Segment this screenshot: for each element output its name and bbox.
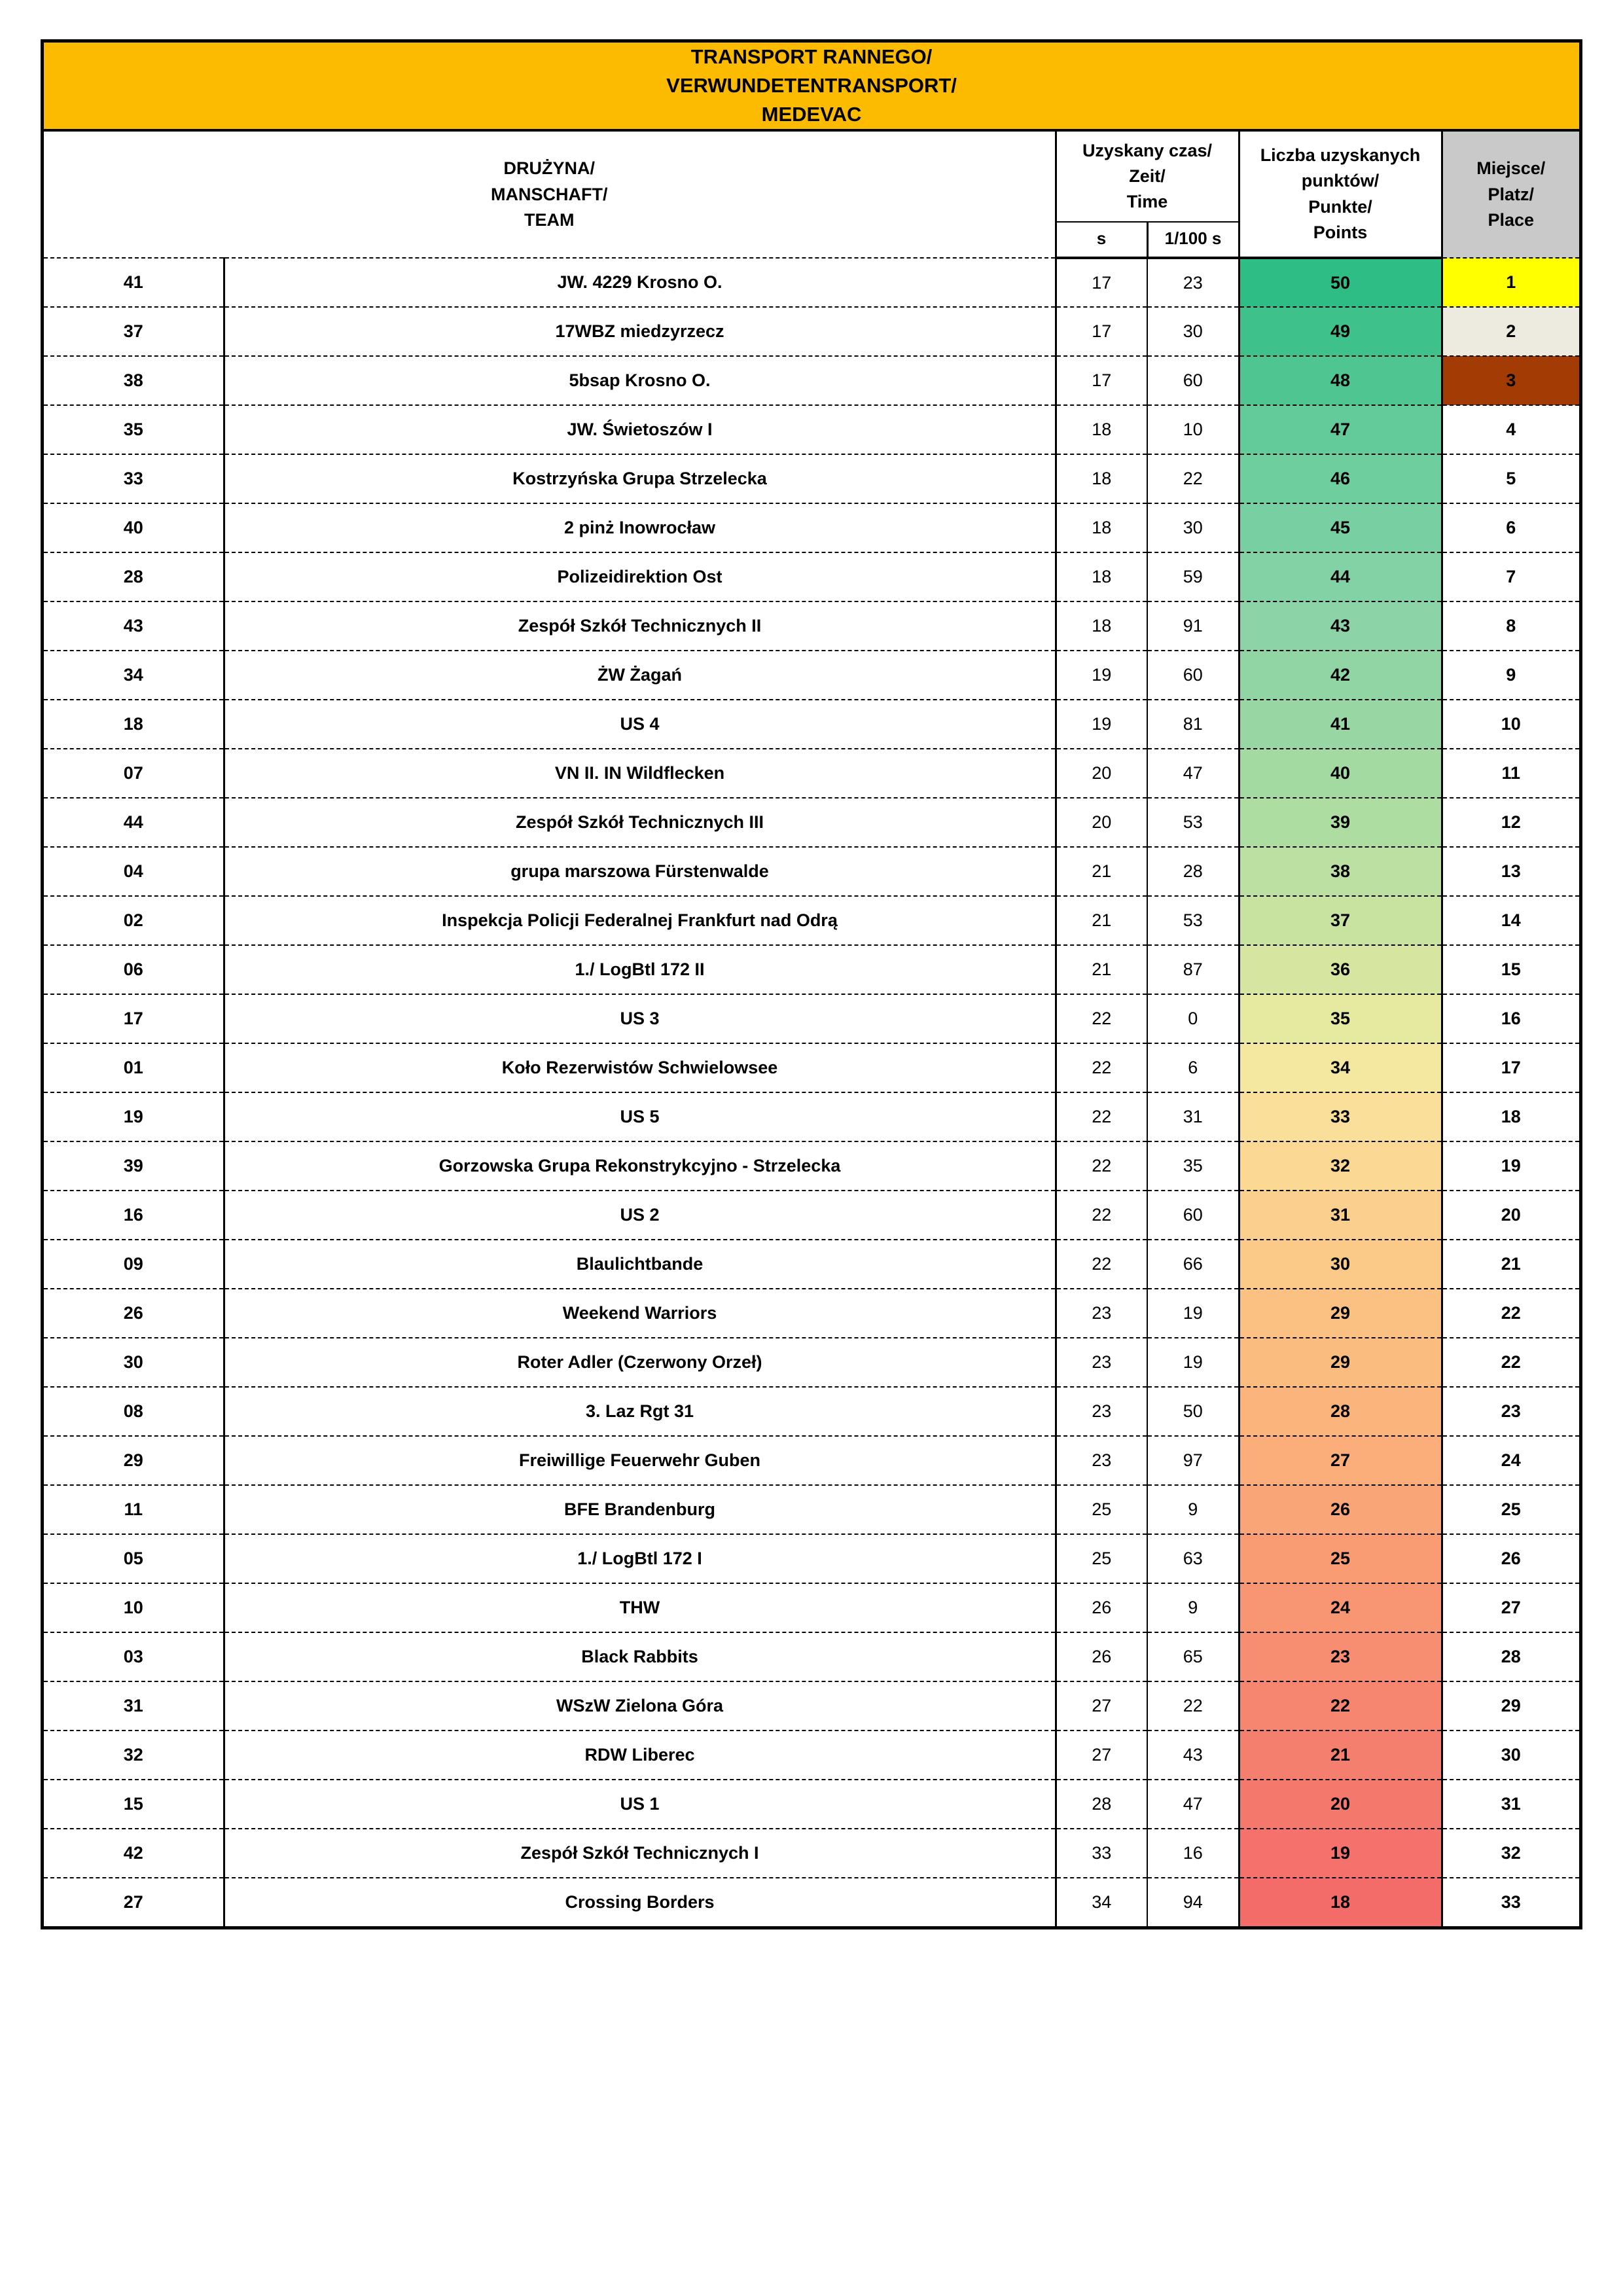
cell-time-seconds: 21	[1056, 847, 1147, 896]
column-header-team	[44, 130, 1056, 258]
cell-time-seconds: 18	[1056, 503, 1147, 552]
table-row	[44, 1289, 1579, 1338]
cell-time-seconds: 27	[1056, 1731, 1147, 1780]
cell-team-name: 1./ LogBtl 172 II	[224, 945, 1056, 994]
cell-points: 49	[1239, 307, 1442, 356]
cell-time-hundredths: 30	[1147, 503, 1239, 552]
cell-place: 26	[1442, 1534, 1579, 1583]
title-line-2: VERWUNDETENTRANSPORT/	[666, 74, 957, 98]
cell-time-seconds: 20	[1056, 749, 1147, 798]
cell-team-name: 3. Laz Rgt 31	[224, 1387, 1056, 1436]
cell-team-name: Kostrzyńska Grupa Strzelecka	[224, 454, 1056, 503]
cell-place: 22	[1442, 1338, 1579, 1387]
title-line-3: MEDEVAC	[761, 103, 862, 126]
table-row	[44, 258, 1579, 307]
column-header-place	[1442, 130, 1579, 258]
cell-points: 35	[1239, 994, 1442, 1043]
cell-team-number: 39	[44, 1141, 224, 1191]
column-header-seconds: s	[1056, 222, 1147, 258]
cell-points: 22	[1239, 1681, 1442, 1731]
cell-team-number: 33	[44, 454, 224, 503]
cell-time-seconds: 18	[1056, 405, 1147, 454]
cell-points: 39	[1239, 798, 1442, 847]
cell-team-number: 02	[44, 896, 224, 945]
cell-time-seconds: 19	[1056, 700, 1147, 749]
cell-place: 17	[1442, 1043, 1579, 1092]
cell-time-hundredths: 35	[1147, 1141, 1239, 1191]
cell-team-number: 16	[44, 1191, 224, 1240]
cell-team-number: 27	[44, 1878, 224, 1926]
table-row	[44, 749, 1579, 798]
cell-place: 15	[1442, 945, 1579, 994]
table-row	[44, 307, 1579, 356]
cell-place: 24	[1442, 1436, 1579, 1485]
cell-place: 28	[1442, 1632, 1579, 1681]
cell-team-name: 2 pinż Inowrocław	[224, 503, 1056, 552]
table-row	[44, 1829, 1579, 1878]
cell-time-seconds: 22	[1056, 1043, 1147, 1092]
cell-place: 8	[1442, 601, 1579, 651]
cell-place: 16	[1442, 994, 1579, 1043]
table-row	[44, 994, 1579, 1043]
header-row-main	[44, 130, 1579, 222]
points-header-line-4: Points	[1313, 222, 1368, 242]
cell-team-number: 17	[44, 994, 224, 1043]
cell-place: 18	[1442, 1092, 1579, 1141]
cell-time-seconds: 26	[1056, 1583, 1147, 1632]
cell-points: 21	[1239, 1731, 1442, 1780]
cell-time-hundredths: 30	[1147, 307, 1239, 356]
cell-team-name: US 4	[224, 700, 1056, 749]
cell-team-name: BFE Brandenburg	[224, 1485, 1056, 1534]
cell-time-hundredths: 94	[1147, 1878, 1239, 1926]
cell-time-hundredths: 23	[1147, 258, 1239, 307]
table-row	[44, 601, 1579, 651]
cell-time-hundredths: 22	[1147, 1681, 1239, 1731]
cell-team-name: Zespół Szkół Technicznych I	[224, 1829, 1056, 1878]
time-header-line-1: Uzyskany czas/	[1082, 141, 1213, 161]
cell-time-seconds: 17	[1056, 356, 1147, 405]
cell-points: 37	[1239, 896, 1442, 945]
cell-time-hundredths: 53	[1147, 896, 1239, 945]
points-header-line-1: Liczba uzyskanych	[1260, 145, 1421, 166]
team-header-line-1: DRUŻYNA/	[503, 158, 595, 179]
cell-team-number: 34	[44, 651, 224, 700]
cell-place: 30	[1442, 1731, 1579, 1780]
cell-points: 31	[1239, 1191, 1442, 1240]
table-row	[44, 651, 1579, 700]
cell-time-seconds: 22	[1056, 1191, 1147, 1240]
cell-team-name: JW. 4229 Krosno O.	[224, 258, 1056, 307]
cell-team-name: Blaulichtbande	[224, 1240, 1056, 1289]
cell-team-number: 44	[44, 798, 224, 847]
cell-time-hundredths: 0	[1147, 994, 1239, 1043]
cell-time-hundredths: 60	[1147, 651, 1239, 700]
table-row	[44, 1240, 1579, 1289]
cell-team-number: 26	[44, 1289, 224, 1338]
table-row	[44, 1731, 1579, 1780]
cell-points: 50	[1239, 258, 1442, 307]
cell-place: 11	[1442, 749, 1579, 798]
table-row	[44, 356, 1579, 405]
cell-place: 9	[1442, 651, 1579, 700]
table-row	[44, 1191, 1579, 1240]
cell-time-hundredths: 22	[1147, 454, 1239, 503]
cell-time-seconds: 17	[1056, 307, 1147, 356]
cell-time-seconds: 23	[1056, 1338, 1147, 1387]
cell-points: 27	[1239, 1436, 1442, 1485]
cell-team-number: 11	[44, 1485, 224, 1534]
cell-points: 44	[1239, 552, 1442, 601]
cell-team-name: Crossing Borders	[224, 1878, 1056, 1926]
table-row	[44, 454, 1579, 503]
cell-team-name: RDW Liberec	[224, 1731, 1056, 1780]
table-row	[44, 1436, 1579, 1485]
table-row	[44, 847, 1579, 896]
table-row	[44, 1583, 1579, 1632]
cell-points: 25	[1239, 1534, 1442, 1583]
cell-time-hundredths: 16	[1147, 1829, 1239, 1878]
cell-points: 38	[1239, 847, 1442, 896]
cell-time-seconds: 33	[1056, 1829, 1147, 1878]
cell-team-number: 43	[44, 601, 224, 651]
table-row	[44, 1632, 1579, 1681]
cell-place: 22	[1442, 1289, 1579, 1338]
cell-points: 48	[1239, 356, 1442, 405]
cell-time-hundredths: 81	[1147, 700, 1239, 749]
cell-team-name: Gorzowska Grupa Rekonstrykcyjno - Strzelecka	[224, 1141, 1056, 1191]
cell-team-name: THW	[224, 1583, 1056, 1632]
cell-points: 29	[1239, 1338, 1442, 1387]
team-header-line-2: MANSCHAFT/	[491, 184, 608, 204]
cell-points: 34	[1239, 1043, 1442, 1092]
cell-points: 28	[1239, 1387, 1442, 1436]
cell-time-hundredths: 10	[1147, 405, 1239, 454]
cell-time-hundredths: 63	[1147, 1534, 1239, 1583]
time-header-line-2: Zeit/	[1129, 166, 1166, 187]
cell-place: 19	[1442, 1141, 1579, 1191]
cell-team-name: US 2	[224, 1191, 1056, 1240]
cell-time-seconds: 25	[1056, 1485, 1147, 1534]
cell-points: 23	[1239, 1632, 1442, 1681]
points-header-line-2: punktów/	[1301, 171, 1380, 191]
cell-time-hundredths: 47	[1147, 1780, 1239, 1829]
cell-time-seconds: 26	[1056, 1632, 1147, 1681]
cell-points: 19	[1239, 1829, 1442, 1878]
cell-time-hundredths: 65	[1147, 1632, 1239, 1681]
cell-team-name: 1./ LogBtl 172 I	[224, 1534, 1056, 1583]
cell-place: 27	[1442, 1583, 1579, 1632]
cell-points: 18	[1239, 1878, 1442, 1926]
cell-time-hundredths: 97	[1147, 1436, 1239, 1485]
cell-points: 41	[1239, 700, 1442, 749]
table-row	[44, 1780, 1579, 1829]
table-row	[44, 798, 1579, 847]
cell-team-name: WSzW Zielona Góra	[224, 1681, 1056, 1731]
cell-points: 30	[1239, 1240, 1442, 1289]
cell-time-seconds: 28	[1056, 1780, 1147, 1829]
cell-points: 26	[1239, 1485, 1442, 1534]
cell-place: 10	[1442, 700, 1579, 749]
cell-points: 33	[1239, 1092, 1442, 1141]
cell-time-hundredths: 47	[1147, 749, 1239, 798]
cell-time-seconds: 25	[1056, 1534, 1147, 1583]
cell-team-name: Zespół Szkół Technicznych III	[224, 798, 1056, 847]
cell-time-hundredths: 31	[1147, 1092, 1239, 1141]
cell-time-hundredths: 43	[1147, 1731, 1239, 1780]
cell-points: 32	[1239, 1141, 1442, 1191]
column-header-hundredths: 1/100 s	[1147, 222, 1239, 258]
cell-team-name: Zespół Szkół Technicznych II	[224, 601, 1056, 651]
cell-time-hundredths: 53	[1147, 798, 1239, 847]
cell-team-number: 41	[44, 258, 224, 307]
cell-place: 5	[1442, 454, 1579, 503]
cell-time-hundredths: 60	[1147, 1191, 1239, 1240]
cell-time-seconds: 22	[1056, 1092, 1147, 1141]
cell-place: 6	[1442, 503, 1579, 552]
cell-points: 42	[1239, 651, 1442, 700]
cell-time-seconds: 22	[1056, 1240, 1147, 1289]
cell-place: 13	[1442, 847, 1579, 896]
cell-points: 40	[1239, 749, 1442, 798]
cell-place: 1	[1442, 258, 1579, 307]
cell-team-number: 09	[44, 1240, 224, 1289]
sheet-title	[44, 43, 1579, 130]
table-row	[44, 1387, 1579, 1436]
cell-place: 29	[1442, 1681, 1579, 1731]
table-row	[44, 552, 1579, 601]
cell-team-number: 42	[44, 1829, 224, 1878]
cell-time-hundredths: 6	[1147, 1043, 1239, 1092]
cell-time-seconds: 22	[1056, 994, 1147, 1043]
cell-time-seconds: 18	[1056, 552, 1147, 601]
results-table	[44, 43, 1579, 1926]
cell-place: 31	[1442, 1780, 1579, 1829]
cell-team-number: 32	[44, 1731, 224, 1780]
cell-team-number: 28	[44, 552, 224, 601]
cell-team-name: US 1	[224, 1780, 1056, 1829]
table-row	[44, 945, 1579, 994]
cell-time-hundredths: 9	[1147, 1485, 1239, 1534]
cell-team-name: US 3	[224, 994, 1056, 1043]
cell-time-seconds: 22	[1056, 1141, 1147, 1191]
cell-team-name: VN II. IN Wildflecken	[224, 749, 1056, 798]
cell-points: 43	[1239, 601, 1442, 651]
cell-place: 20	[1442, 1191, 1579, 1240]
column-header-points	[1239, 130, 1442, 258]
cell-time-hundredths: 19	[1147, 1338, 1239, 1387]
cell-time-seconds: 20	[1056, 798, 1147, 847]
place-header-line-3: Place	[1488, 209, 1535, 230]
cell-time-seconds: 23	[1056, 1436, 1147, 1485]
cell-team-number: 29	[44, 1436, 224, 1485]
table-row	[44, 503, 1579, 552]
cell-team-number: 35	[44, 405, 224, 454]
cell-points: 29	[1239, 1289, 1442, 1338]
place-header-line-2: Platz/	[1488, 184, 1535, 204]
table-row	[44, 896, 1579, 945]
cell-team-name: Black Rabbits	[224, 1632, 1056, 1681]
cell-team-number: 30	[44, 1338, 224, 1387]
title-line-1: TRANSPORT RANNEGO/	[690, 45, 933, 68]
cell-time-hundredths: 59	[1147, 552, 1239, 601]
table-row	[44, 1338, 1579, 1387]
cell-team-number: 18	[44, 700, 224, 749]
table-row	[44, 1878, 1579, 1926]
cell-team-number: 06	[44, 945, 224, 994]
cell-team-name: ŻW Żagań	[224, 651, 1056, 700]
table-row	[44, 1681, 1579, 1731]
cell-points: 46	[1239, 454, 1442, 503]
cell-place: 33	[1442, 1878, 1579, 1926]
cell-team-number: 05	[44, 1534, 224, 1583]
cell-place: 25	[1442, 1485, 1579, 1534]
cell-team-name: Roter Adler (Czerwony Orzeł)	[224, 1338, 1056, 1387]
cell-time-hundredths: 50	[1147, 1387, 1239, 1436]
cell-time-hundredths: 19	[1147, 1289, 1239, 1338]
cell-time-seconds: 21	[1056, 896, 1147, 945]
cell-team-number: 04	[44, 847, 224, 896]
table-row	[44, 700, 1579, 749]
table-row	[44, 405, 1579, 454]
cell-time-hundredths: 87	[1147, 945, 1239, 994]
cell-team-name: Inspekcja Policji Federalnej Frankfurt nad Odrą	[224, 896, 1056, 945]
cell-time-seconds: 23	[1056, 1387, 1147, 1436]
cell-team-number: 31	[44, 1681, 224, 1731]
results-sheet	[41, 39, 1582, 1929]
cell-team-name: Freiwillige Feuerwehr Guben	[224, 1436, 1056, 1485]
cell-team-number: 08	[44, 1387, 224, 1436]
cell-team-number: 03	[44, 1632, 224, 1681]
cell-points: 45	[1239, 503, 1442, 552]
cell-team-number: 19	[44, 1092, 224, 1141]
cell-place: 21	[1442, 1240, 1579, 1289]
cell-team-name: Polizeidirektion Ost	[224, 552, 1056, 601]
title-row	[44, 43, 1579, 130]
cell-place: 12	[1442, 798, 1579, 847]
cell-team-number: 38	[44, 356, 224, 405]
time-header-line-3: Time	[1126, 192, 1168, 212]
cell-team-name: Weekend Warriors	[224, 1289, 1056, 1338]
cell-team-name: JW. Świetoszów I	[224, 405, 1056, 454]
cell-team-name: Koło Rezerwistów Schwielowsee	[224, 1043, 1056, 1092]
cell-place: 7	[1442, 552, 1579, 601]
points-header-line-3: Punkte/	[1308, 196, 1372, 217]
cell-time-hundredths: 91	[1147, 601, 1239, 651]
cell-points: 47	[1239, 405, 1442, 454]
cell-time-hundredths: 28	[1147, 847, 1239, 896]
cell-time-seconds: 34	[1056, 1878, 1147, 1926]
table-row	[44, 1141, 1579, 1191]
cell-time-seconds: 17	[1056, 258, 1147, 307]
cell-team-name: US 5	[224, 1092, 1056, 1141]
cell-place: 2	[1442, 307, 1579, 356]
cell-time-hundredths: 9	[1147, 1583, 1239, 1632]
cell-team-number: 07	[44, 749, 224, 798]
place-header-line-1: Miejsce/	[1476, 158, 1546, 179]
table-row	[44, 1534, 1579, 1583]
table-row	[44, 1485, 1579, 1534]
cell-team-name: grupa marszowa Fürstenwalde	[224, 847, 1056, 896]
cell-time-seconds: 21	[1056, 945, 1147, 994]
table-row	[44, 1092, 1579, 1141]
cell-place: 3	[1442, 356, 1579, 405]
table-row	[44, 1043, 1579, 1092]
cell-team-number: 15	[44, 1780, 224, 1829]
cell-time-hundredths: 66	[1147, 1240, 1239, 1289]
cell-time-seconds: 18	[1056, 601, 1147, 651]
cell-time-seconds: 27	[1056, 1681, 1147, 1731]
cell-team-name: 5bsap Krosno O.	[224, 356, 1056, 405]
cell-team-name: 17WBZ miedzyrzecz	[224, 307, 1056, 356]
cell-team-number: 40	[44, 503, 224, 552]
cell-time-seconds: 18	[1056, 454, 1147, 503]
cell-place: 23	[1442, 1387, 1579, 1436]
team-header-line-3: TEAM	[524, 209, 575, 230]
cell-place: 4	[1442, 405, 1579, 454]
cell-team-number: 37	[44, 307, 224, 356]
column-header-time	[1056, 130, 1239, 222]
cell-team-number: 10	[44, 1583, 224, 1632]
cell-time-seconds: 23	[1056, 1289, 1147, 1338]
cell-points: 20	[1239, 1780, 1442, 1829]
cell-place: 14	[1442, 896, 1579, 945]
cell-points: 24	[1239, 1583, 1442, 1632]
cell-points: 36	[1239, 945, 1442, 994]
cell-time-hundredths: 60	[1147, 356, 1239, 405]
cell-time-seconds: 19	[1056, 651, 1147, 700]
cell-team-number: 01	[44, 1043, 224, 1092]
cell-place: 32	[1442, 1829, 1579, 1878]
